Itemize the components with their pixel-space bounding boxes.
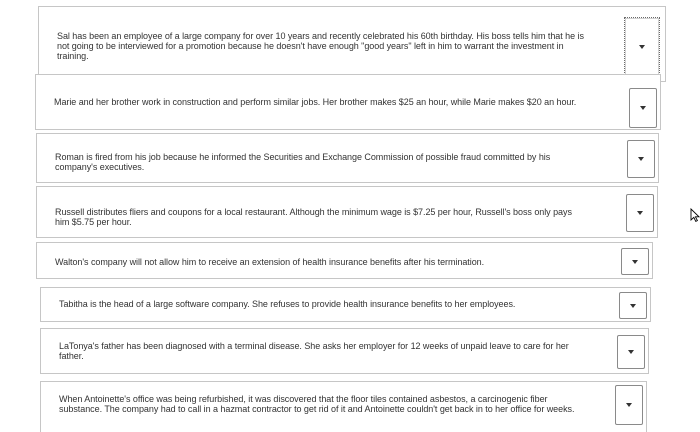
scenario-text: Roman is fired from his job because he informed the Securities and Exchange Commission of possible fraud committed by his company's executives. bbox=[55, 152, 551, 172]
scenario-text: When Antoinette's office was being refurbished, it was discovered that the floor tiles contained asbestos, a carcinogenic fiber substance. The company had to call in a hazmat contractor to get rid of it and Antoinette couldn't get back in to her office for weeks. bbox=[59, 394, 575, 414]
scenario-dropdown[interactable] bbox=[626, 194, 654, 232]
scenario-text: Sal has been an employee of a large company for over 10 years and recently celebrated his 60th birthday. His boss tells him that he is not going to be interviewed for a promotion because he doesn't have enough "good years" left in him to warrant the investment in training. bbox=[57, 31, 584, 61]
scenario-text: Walton's company will not allow him to receive an extension of health insurance benefits after his termination. bbox=[55, 257, 485, 267]
chevron-down-icon bbox=[639, 45, 645, 49]
chevron-down-icon bbox=[637, 211, 643, 215]
scenario-row bbox=[40, 381, 647, 432]
scenario-dropdown[interactable] bbox=[627, 140, 655, 178]
scenario-row bbox=[36, 186, 658, 238]
scenario-dropdown[interactable] bbox=[619, 292, 647, 319]
scenario-text: Marie and her brother work in construction and perform similar jobs. Her brother makes $25 an hour, while Marie makes $20 an hour. bbox=[54, 97, 577, 107]
scenario-row bbox=[36, 133, 659, 183]
scenario-dropdown[interactable] bbox=[624, 17, 660, 77]
chevron-down-icon bbox=[630, 304, 636, 308]
chevron-down-icon bbox=[632, 260, 638, 264]
scenario-text: Russell distributes fliers and coupons for a local restaurant. Although the minimum wage is $7.25 per hour, Russell's boss only pays him $5.75 per hour. bbox=[55, 207, 572, 227]
mouse-pointer-icon bbox=[690, 208, 700, 222]
chevron-down-icon bbox=[628, 350, 634, 354]
scenario-dropdown[interactable] bbox=[621, 248, 649, 275]
scenario-row bbox=[38, 6, 666, 82]
scenario-row bbox=[40, 328, 649, 374]
chevron-down-icon bbox=[638, 157, 644, 161]
scenario-row bbox=[36, 242, 653, 279]
scenario-text: LaTonya's father has been diagnosed with a terminal disease. She asks her employer for 12 weeks of unpaid leave to care for her father. bbox=[59, 341, 569, 361]
scenario-dropdown[interactable] bbox=[615, 385, 643, 425]
scenario-dropdown[interactable] bbox=[617, 335, 645, 369]
scenario-row bbox=[40, 287, 651, 322]
chevron-down-icon bbox=[640, 106, 646, 110]
scenario-text: Tabitha is the head of a large software company. She refuses to provide health insurance benefits to her employees. bbox=[59, 299, 516, 309]
scenario-row bbox=[35, 74, 661, 130]
scenario-dropdown[interactable] bbox=[629, 88, 657, 128]
chevron-down-icon bbox=[626, 403, 632, 407]
